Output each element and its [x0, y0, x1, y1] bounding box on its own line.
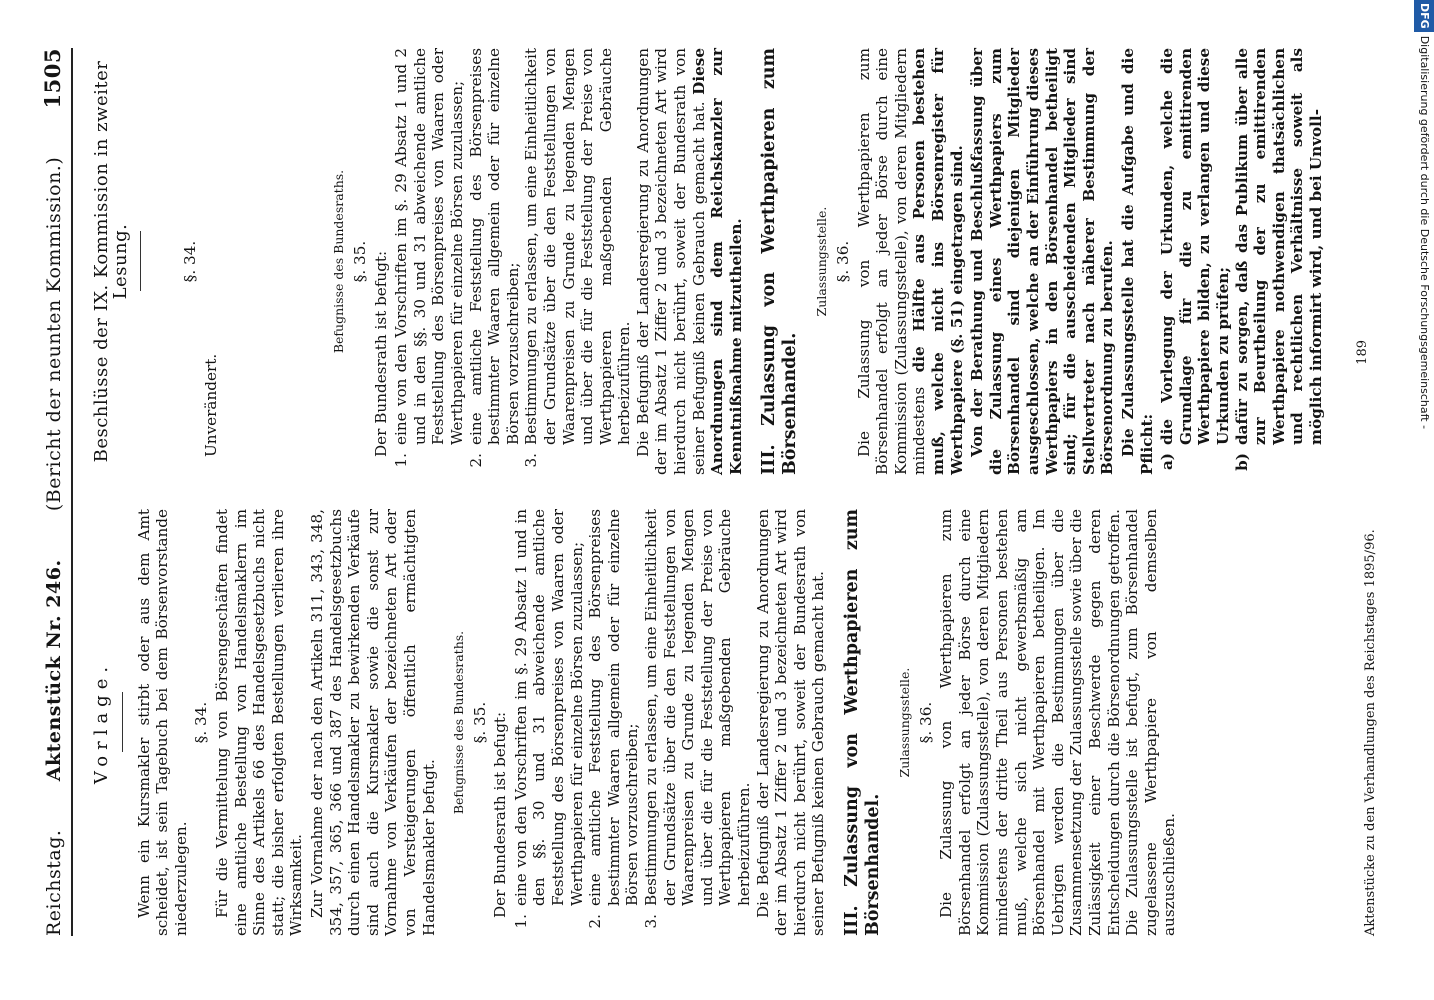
part-iii-heading: III. Zulassung von Werthpapieren zum Börsenhandel.: [841, 509, 883, 936]
befugnisse-heading: Befugnisse des Bundesraths.: [451, 630, 467, 815]
dfg-credit-text: Digitalisierung gefördert durch die Deutsche Forschungsgemeinschaft -: [1418, 35, 1431, 430]
section-35-label: §. 35.: [470, 701, 489, 744]
list-item: 2. eine amtliche Feststellung des Börsenpreises bestimmter Waaren allgemein oder für einzelne Börsen vorzuschreiben;: [466, 48, 522, 468]
section-35-tail-amendment: Diese Anordnungen sind dem Reichskanzler zur Kenntnißnahme mitzutheilen.: [689, 47, 745, 475]
section-35-tail: Die Befugniß der Landesregierung zu Anordnungen der im Absatz 1 Ziffer 2 und 3 bezeichneten Art wird hierdurch nicht berührt, soweit der Bundesrath von seiner Befugniß keinen Gebrauch gemacht hat. Diese Anordnungen sind dem Reichskanzler zur Kenntnißnahme mitzutheilen.: [633, 47, 745, 475]
list-item: 1. eine von den Vorschriften im §. 29 Absatz 1 und 2 und in den §§. 30 und 31 abweichende amtliche Feststellung des Börsenpreises von Waaren oder Werthpapieren für einzelne Börsen zuzulassen;: [392, 48, 466, 468]
section-35-list: [512, 509, 754, 936]
section-36-label: §. 36.: [834, 240, 853, 283]
section-35-list: [392, 48, 634, 475]
page-header: [40, 48, 73, 936]
list-item: a) die Vorlegung der Urkunden, welche die Grundlage für die zu emittirenden Werthpapiere bilden, zu verlangen und diese Urkunden zu prüfen;: [1158, 48, 1232, 471]
section-36-list: [1158, 48, 1325, 475]
header-left: Reichstag.: [43, 829, 65, 936]
section-35-intro: Der Bundesrath ist befugt:: [371, 250, 390, 457]
zulassungsstelle-heading: Zulassungsstelle.: [814, 206, 830, 317]
list-item: 3. Bestimmungen zu erlassen, um eine Einheitlichkeit der Grundsätze über die den Feststellungen von Waarenpreisen zu Grunde zu legenden Mengen und über die für die Feststellung der Preise von Werthpapieren maßgebenden Gebräuche herbeizuführen.: [522, 48, 634, 468]
section-35-label: §. 35.: [350, 240, 369, 283]
header-doc-number: Aktenstück Nr. 246.: [43, 559, 65, 782]
zulassungsstelle-heading: Zulassungsstelle.: [896, 667, 912, 778]
column-vorlage: [85, 509, 1325, 936]
part-iii-heading: III. Zulassung von Werthpapieren zum Börsenhandel.: [759, 48, 801, 475]
list-item: 3. Bestimmungen zu erlassen, um eine Einheitlichkeit der Grundsätze über die den Feststellungen von Waarenpreisen zu Grunde zu legenden Mengen und über die für die Feststellung der Preise von Werthpapieren maßgebenden Gebräuche herbeizuführen.: [642, 509, 753, 929]
column-title-vorlage: Vorlage.: [91, 660, 112, 785]
befugnisse-heading: Befugnisse des Bundesraths.: [331, 169, 347, 354]
page-number: 1505: [40, 48, 65, 109]
column-beschluesse: [85, 48, 1325, 475]
title-rule: [122, 693, 123, 753]
section-36-label: §. 36.: [916, 701, 935, 744]
list-item: 2. eine amtliche Feststellung des Börsenpreises bestimmter Waaren allgemein oder für einzelne Börsen vorzuschreiben;: [586, 509, 642, 929]
column-title-beschluesse: Beschlüsse der IX. Kommission in zweiter Lesung.: [91, 60, 131, 463]
section-35-intro: Der Bundesrath ist befugt:: [491, 711, 510, 918]
section-34-text: Unverändert.: [201, 353, 220, 457]
section-36-paragraph-1: Die Zulassung von Werthpapieren zum Börsenhandel erfolgt an jeder Börse durch eine Kommission (Zulassungsstelle), von deren Mitgliedern mindestens die Hälfte aus Personen bestehen muß, welche nicht ins Börsenregister für Werthpapiere (§. 51) eingetragen sind.: [854, 47, 966, 475]
intro-paragraph: Wenn ein Kursmakler stirbt oder aus dem Amt scheidet, ist sein Tagebuch bei dem Börsenvorstande niederzulegen.: [134, 509, 190, 936]
section-36-paragraph-3: Die Zulassungsstelle hat die Aufgabe und die Pflicht:: [1118, 48, 1156, 475]
list-item: b) dafür zu sorgen, daß das Publikum über alle zur Beurtheilung der zu emittirenden Werthpapiere nothwendigen thatsächlichen und rechtlichen Verhältnisse soweit als möglich informirt wird, und bei Unvoll-: [1232, 48, 1325, 471]
section-34-paragraph-2: Zur Vornahme der nach den Artikeln 311, 343, 348, 354, 357, 365, 366 und 387 des Handelsgesetzbuchs durch einen Handelsmakler zu bewirkenden Verkäufe sind auch die Kursmakler sowie die sonst zur Vornahme von Verkäufen der bezeichneten Art oder von Versteigerungen öffentlich ermächtigten Handelsmakler befugt.: [307, 509, 438, 936]
page-footer: Aktenstücke zu den Verhandlungen des Reichstages 1895/96.: [1363, 529, 1378, 936]
section-36-amendment: die Hälfte aus Personen bestehen muß, welche nicht ins Börsenregister für Werthpapiere (§. 51) eingetragen sind.: [910, 47, 966, 475]
sheet-number: 189: [1355, 340, 1370, 365]
title-rule: [140, 232, 141, 292]
dfg-credit-strip: [1414, 0, 1434, 1000]
list-item: 1. eine von den Vorschriften im §. 29 Absatz 1 und in den §§. 30 und 31 abweichende amtliche Feststellung des Börsenpreises von Waaren oder Werthpapieren für einzelne Börsen zuzulassen;: [511, 509, 586, 929]
section-35-tail: Die Befugniß der Landesregierung zu Anordnungen der im Absatz 1 Ziffer 2 und 3 bezeichneten Art wird hierdurch nicht berührt, soweit der Bundesrath von seiner Befugniß keinen Gebrauch gemacht hat.: [753, 509, 828, 936]
section-36-paragraph-2: Von der Berathung und Beschlußfassung über die Zulassung eines Werthpapiers zum Börsenhandel sind diejenigen Mitglieder ausgeschlossen, welche an der Einführung dieses Werthpapiers in den Börsenhandel betheiligt sind; für die ausscheidenden Mitglieder sind Stellvertreter nach näherer Bestimmung der Börsenordnung zu berufen.: [968, 48, 1117, 475]
section-36-paragraph: Die Zulassung von Werthpapieren zum Börsenhandel erfolgt an jeder Börse durch eine Kommission (Zulassungsstelle), von deren Mitgliedern mindestens der dritte Theil aus Personen bestehen muß, welche sich nicht gewerbsmäßig am Börsenhandel mit Werthpapieren betheiligen. Im Uebrigen werden die Bestimmungen über die Zusammensetzung der Zulassungsstelle sowie über die Zulässigkeit einer Beschwerde gegen deren Entscheidungen durch die Börsenordnungen getroffen. Die Zulassungsstelle ist befugt, zum Börsenhandel zugelassene Werthpapiere von demselben auszuschließen.: [937, 509, 1179, 936]
section-34-label: §. 34.: [192, 701, 211, 744]
header-report-note: (Bericht der neunten Kommission.): [43, 156, 65, 512]
section-34-label: §. 34.: [181, 240, 200, 283]
section-34-paragraph-1: Für die Vermittelung von Börsengeschäften findet eine amtliche Bestellung von Handelsmaklern im Sinne des Artikels 66 des Handelsgesetzbuchs nicht statt; die bisher erfolgten Bestellungen verlieren ihre Wirksamkeit.: [212, 509, 306, 936]
dfg-logo: DFG: [1414, 0, 1434, 32]
